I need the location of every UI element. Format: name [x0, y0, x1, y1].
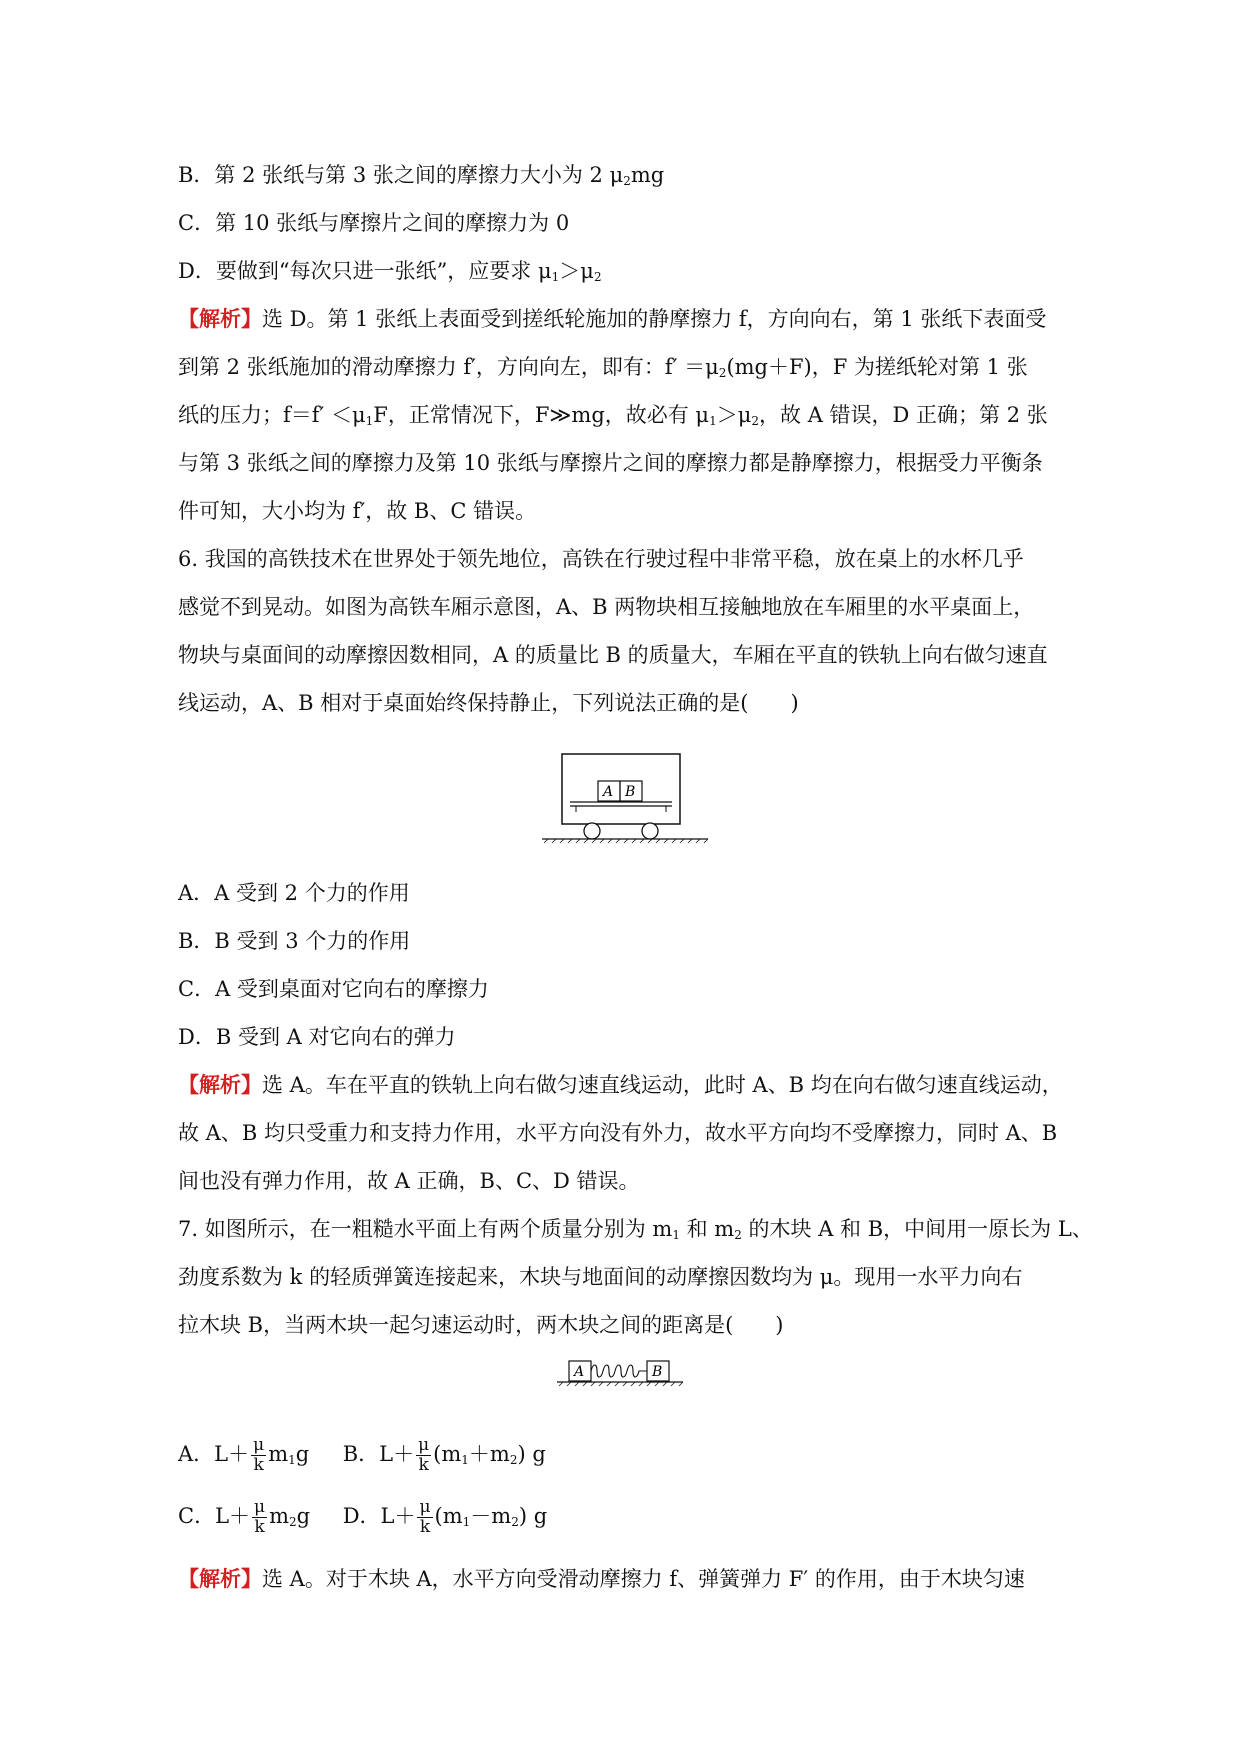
block-b-label: B	[652, 1364, 663, 1380]
q7-options-row-1	[178, 1428, 1068, 1480]
solution-tag: 【解析】	[178, 1072, 262, 1097]
q6-option-a: A．A 受到 2 个力的作用	[178, 881, 410, 905]
q6-stem-line-1: 6. 我国的高铁技术在世界处于领先地位，高铁在行驶过程中非常平稳，放在桌上的水杯几乎	[178, 547, 1024, 571]
q6-solution-line-2: 故 A、B 均只受重力和支持力作用，水平方向没有外力，故水平方向均不受摩擦力，同时 A、B	[178, 1121, 1058, 1145]
q6-stem-line-4: 线运动，A、B 相对于桌面始终保持静止，下列说法正确的是( )	[178, 691, 799, 715]
q5-solution-line-4: 与第 3 张纸之间的摩擦力及第 10 张纸与摩擦片之间的摩擦力都是静摩擦力，根据受力平衡条	[178, 451, 1043, 475]
q5-solution-line-5: 件可知，大小均为 f′，故 B、C 错误。	[178, 499, 537, 523]
q6-stem-line-3: 物块与桌面间的动摩擦因数相同，A 的质量比 B 的质量大，车厢在平直的铁轨上向右做匀速直	[178, 643, 1048, 667]
spring-blocks-figure	[555, 1358, 685, 1390]
q7-option-a: A．L＋ $\frac{\mu}{k}$ $m_1g$	[178, 1435, 310, 1475]
q6-solution-line-3: 间也没有弹力作用，故 A 正确，B、C、D 错误。	[178, 1169, 640, 1193]
q5-solution-line-2: 到第 2 张纸施加的滑动摩擦力 f′，方向向左，即有：$f' =\mu_2(mg+F)$，F 为搓纸轮对第 1 张	[178, 355, 1028, 380]
wheel-right	[642, 823, 658, 839]
q7-options-row-2	[178, 1490, 1068, 1542]
q6-solution-line-1: 【解析】选 A。车在平直的铁轨上向右做匀速直线运动，此时 A、B 均在向右做匀速直线运动，	[178, 1072, 1063, 1097]
q6-option-d: D．B 受到 A 对它向右的弹力	[178, 1025, 456, 1049]
block-a-label: A	[574, 1364, 585, 1380]
spring	[591, 1365, 647, 1377]
q5-solution-line-3: 纸的压力；$f=f' <\mu_1F$，正常情况下，F≫mg，故必有 $\mu_1>\mu_2$，故 A 错误，D 正确；第 2 张	[178, 403, 1048, 428]
block-b-label: B	[625, 784, 636, 800]
block-a-label: A	[603, 784, 614, 800]
q6-option-c: C．A 受到桌面对它向右的摩擦力	[178, 977, 489, 1001]
q7-option-b: B．L＋ $\frac{\mu}{k}$ $(m_1+m_2)$ g	[342, 1435, 546, 1475]
q7-option-d: D．L＋ $\frac{\mu}{k}$ $(m_1-m_2)$ g	[342, 1497, 548, 1537]
wheel-left	[584, 823, 600, 839]
train-carriage-figure	[540, 752, 710, 844]
q7-stem-line-2: 劲度系数为 k 的轻质弹簧连接起来，木块与地面间的动摩擦因数均为 μ。现用一水平力向右	[178, 1265, 1023, 1289]
q5-option-c: C．第 10 张纸与摩擦片之间的摩擦力为 0	[178, 211, 570, 235]
q7-option-c: C．L＋ $\frac{\mu}{k}$ $m_2g$	[178, 1497, 311, 1537]
solution-tag: 【解析】	[178, 1566, 262, 1591]
q6-stem-line-2: 感觉不到晃动。如图为高铁车厢示意图，A、B 两物块相互接触地放在车厢里的水平桌面上，	[178, 595, 1035, 619]
q7-solution-line-1: 【解析】选 A。对于木块 A，水平方向受滑动摩擦力 f、弹簧弹力 F′ 的作用，由于木块匀速	[178, 1566, 1025, 1591]
q5-option-b: B．第 2 张纸与第 3 张之间的摩擦力大小为 2 $\mu_2mg$	[178, 163, 665, 188]
q6-option-b: B．B 受到 3 个力的作用	[178, 929, 411, 953]
q5-option-d: D．要做到“每次只进一张纸”，应要求 $\mu_1>\mu_2$	[178, 259, 602, 284]
q5-solution-line-1: 【解析】选 D。第 1 张纸上表面受到搓纸轮施加的静摩擦力 f，方向向右，第 1 张纸下表面受	[178, 306, 1047, 331]
q7-stem-line-1: 7. 如图所示，在一粗糙水平面上有两个质量分别为 $m_1$ 和 $m_2$ 的木块 A 和 B，中间用一原长为 L、	[178, 1217, 1093, 1242]
q7-stem-line-3: 拉木块 B，当两木块一起匀速运动时，两木块之间的距离是( )	[178, 1313, 784, 1337]
solution-tag: 【解析】	[178, 306, 262, 331]
